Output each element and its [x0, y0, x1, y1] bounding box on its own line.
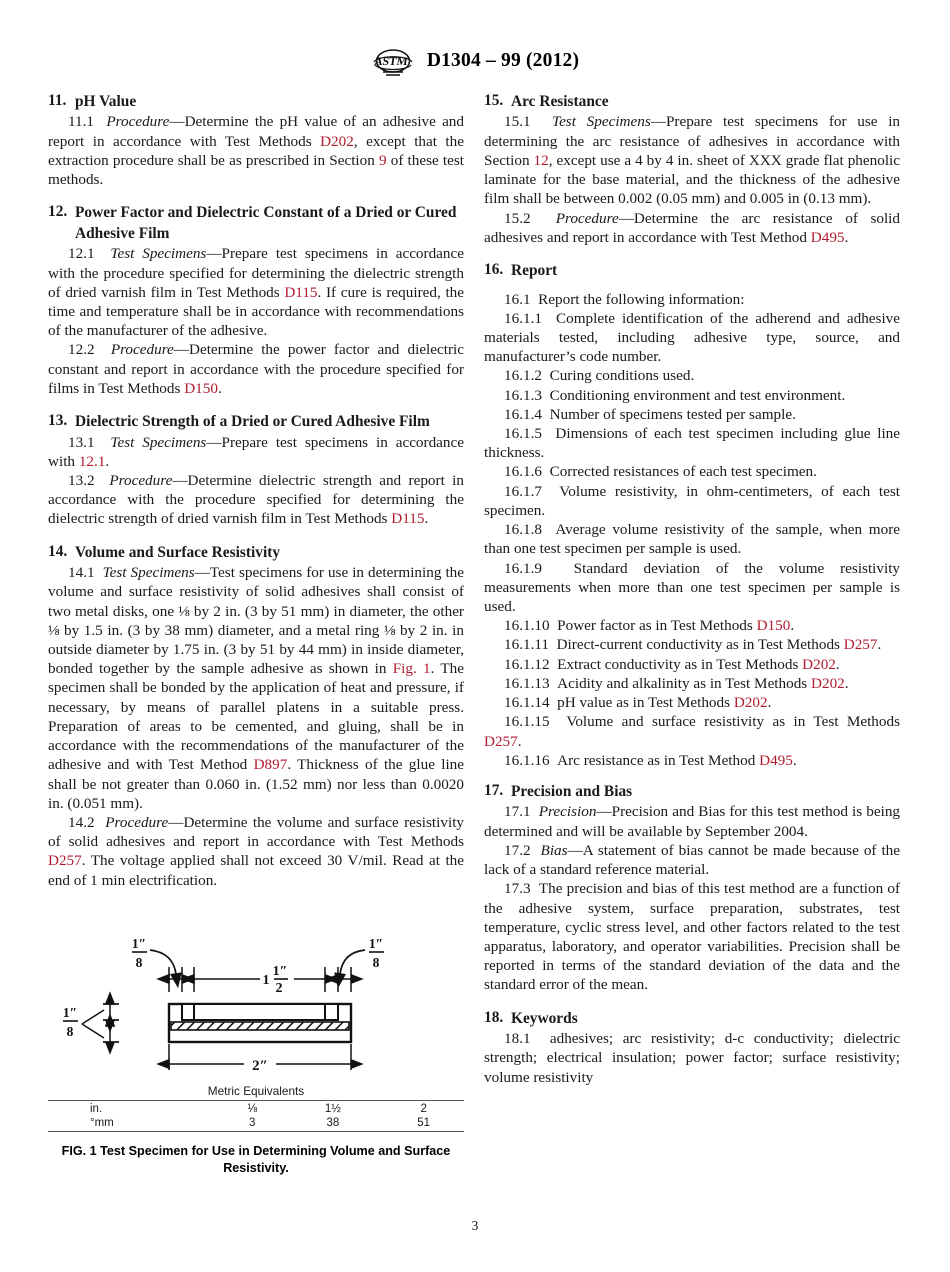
page-header [0, 46, 950, 76]
cell-in-1: ⅛ [247, 1103, 258, 1115]
para-number-12-1: 12.1 [68, 245, 95, 263]
report-item [484, 405, 900, 424]
report-item-number: 16.1.14 [504, 694, 550, 712]
report-item-text: Extract conductivity as in Test Methods [557, 655, 803, 673]
row-label-in: in. [90, 1103, 103, 1115]
para-lead-13-1: Test Specimens [110, 433, 207, 451]
report-item-number: 16.1.2 [504, 367, 542, 385]
cell-in-3: 2 [420, 1103, 427, 1115]
reference-link-d150[interactable]: D150 [184, 379, 218, 397]
standard-designation: D1304 – 99 (2012) [426, 50, 580, 71]
left-column [48, 92, 464, 890]
reference-link-d257[interactable]: D257 [843, 636, 878, 654]
section-title-15: Arc Resistance [511, 93, 609, 110]
section-number-17: 17. [484, 781, 504, 799]
svg-text:8: 8 [135, 955, 143, 970]
section-title-16: Report [511, 262, 558, 280]
report-item-text: Number of specimens tested per sample. [549, 405, 796, 423]
svg-text:1″: 1″ [272, 964, 288, 979]
section-title-18: Keywords [511, 1009, 578, 1027]
para-number-11-1: 11.1 [68, 113, 95, 131]
para-body-14-2-b: . The voltage applied shall not exceed 30 V/mil. Read at the end of 1 min electrification. [48, 852, 464, 889]
para-number-17-1: 17.1 [504, 803, 531, 821]
report-item-text: Acidity and alkalinity as in Test Methods [557, 674, 812, 692]
report-item-list [484, 290, 900, 770]
astm-logo-icon [371, 47, 415, 77]
paragraph-17-1 [484, 802, 900, 840]
report-item-number: 16.1.6 [504, 463, 542, 481]
para-lead-11-1: Procedure [106, 113, 170, 131]
section-number-16: 16. [484, 261, 504, 279]
para-body-13-2-b: . [424, 510, 429, 528]
figure-1-drawing [48, 930, 464, 1080]
report-item-number: 16.1.11 [504, 636, 549, 654]
report-item-tail: . [517, 732, 522, 750]
report-item-number: 16.1.16 [504, 751, 550, 769]
section-heading-12 [48, 203, 464, 244]
svg-text:8: 8 [372, 955, 380, 970]
report-item [484, 462, 900, 481]
para-body-18-1-a: adhesives; arc resistivity; d-c conductivity; dielectric strength; electrical insulation; power factor; surface resistivity; volume resistivity [484, 1030, 900, 1086]
report-item-text: Average volume resistivity of the sample, when more than one test specimen per sample is used. [484, 521, 901, 558]
reference-link-section-9[interactable]: 9 [378, 151, 387, 169]
para-number-17-3: 17.3 [504, 880, 531, 898]
cell-mm-3: 51 [383, 1116, 464, 1132]
report-item [484, 386, 900, 405]
para-body-12-2-a: —Determine the power factor and dielectric constant and report in accordance with the procedure specified for films in Test Methods [48, 341, 464, 397]
section-heading-18 [484, 1009, 900, 1029]
para-body-12-1-a: —Prepare test specimens in accordance with the procedure specified for determining the dielectric strength of dried varnish film in Test Methods [48, 245, 464, 301]
metric-table-caption: Metric Equivalents [207, 1084, 305, 1098]
report-item-text: Conditioning environment and test environment. [549, 386, 846, 404]
svg-text:2″: 2″ [252, 1058, 268, 1074]
para-body-13-1-a: —Prepare test specimens in accordance with [48, 433, 464, 470]
para-lead-12-1: Test Specimens [110, 245, 207, 263]
report-item-number: 16.1.1 [504, 309, 542, 327]
para-body-14-2-a: —Determine the volume and surface resistivity of solid adhesives and report in accordance with Test Methods [48, 813, 465, 851]
cell-mm-1: 3 [222, 1116, 282, 1132]
para-lead-13-2: Procedure [109, 472, 173, 489]
paragraph-17-2 [484, 841, 900, 879]
para-number-17-2: 17.2 [504, 841, 531, 859]
cell-in-2: 1½ [324, 1103, 341, 1115]
paragraph-13-2 [48, 471, 464, 529]
section-number-11: 11. [48, 92, 67, 109]
section-number-14: 14. [48, 542, 68, 560]
report-item-text: Corrected resistances of each test specimen. [549, 463, 817, 481]
para-number-15-2: 15.2 [504, 209, 531, 227]
report-item-tail: . [790, 617, 795, 635]
section-title-11: pH Value [75, 93, 137, 110]
report-item-text: Volume resistivity, in ohm-centimeters, of each test specimen. [484, 482, 900, 519]
section-title-12: Power Factor and Dielectric Constant of a Dried or Cured Adhesive Film [75, 204, 457, 242]
report-item-text: Power factor as in Test Methods [557, 617, 757, 635]
report-item [484, 674, 900, 693]
report-item-tail: . [792, 751, 797, 769]
paragraph-12-2 [48, 340, 464, 398]
report-item [484, 309, 900, 367]
figure-caption-line-2: Resistivity. [223, 1160, 289, 1175]
report-item-number: 16.1.8 [504, 521, 542, 539]
report-item-text: Arc resistance as in Test Method [557, 751, 760, 769]
svg-text:ASTM: ASTM [373, 56, 409, 68]
section-number-15: 15. [484, 92, 504, 109]
section-heading-11 [48, 92, 464, 112]
reference-link-d495[interactable]: D495 [759, 751, 793, 769]
report-item-tail: . [844, 674, 849, 692]
cell-mm-2: 38 [282, 1116, 383, 1132]
report-item [484, 751, 900, 770]
para-lead-17-2: Bias [540, 841, 568, 859]
table-row-inches [48, 1102, 464, 1116]
figure-1-caption [48, 1143, 464, 1176]
report-item-tail: . [767, 694, 772, 712]
report-item-number: 16.1.15 [504, 713, 550, 731]
paragraph-18-1 [484, 1029, 900, 1087]
page-number: 3 [471, 1218, 479, 1233]
reference-link-d202[interactable]: D202 [802, 655, 836, 673]
reference-link-d257[interactable]: D257 [484, 732, 518, 750]
svg-text:1: 1 [262, 973, 270, 988]
section-title-14: Volume and Surface Resistivity [75, 543, 281, 561]
right-column [484, 92, 900, 1087]
section-number-12: 12. [48, 203, 68, 221]
para-lead-14-2: Procedure [105, 813, 169, 831]
svg-text:1″: 1″ [131, 936, 147, 951]
paragraph-14-1 [48, 563, 464, 813]
report-item-number: 16.1.9 [504, 559, 542, 577]
report-item-text: Volume and surface resistivity as in Test Methods [566, 713, 901, 731]
para-body-13-1-b: . [105, 452, 110, 470]
section-number-18: 18. [484, 1008, 504, 1026]
reference-link-d115[interactable]: D115 [284, 283, 318, 301]
para-number-15-1: 15.1 [504, 113, 531, 131]
report-item-text: Curing conditions used. [549, 367, 695, 385]
section-heading-16 [484, 261, 900, 281]
para-lead-14-1: Test Specimens [102, 564, 195, 582]
section-heading-17 [484, 782, 900, 802]
para-number-13-1: 13.1 [68, 433, 95, 451]
reference-link-d495[interactable]: D495 [810, 228, 845, 246]
svg-text:1″: 1″ [62, 1005, 78, 1020]
report-item [484, 520, 900, 558]
paragraph-15-2 [484, 209, 900, 247]
para-lead-15-1: Test Specimens [552, 113, 651, 131]
para-body-14-1-c: . Thickness of the glue line shall be not greater than 0.060 in. (1.52 mm) nor less than 0.0020 in. (0.051 mm). [48, 756, 465, 812]
section-number-13: 13. [48, 412, 68, 430]
section-title-13: Dielectric Strength of a Dried or Cured Adhesive Film [75, 413, 430, 431]
report-item-text: Complete identification of the adherend and adhesive materials tested, including adhesive type, source, and manufacturer’s code number. [484, 309, 901, 366]
para-body-13-2-a: —Determine dielectric strength and report in accordance with the procedure specified for determining the dielectric strength of dried varnish film in Test Methods [48, 472, 464, 528]
report-item-text: pH value as in Test Methods [557, 694, 734, 712]
reference-link-section-12[interactable]: 12 [533, 151, 549, 169]
para-lead-12-2: Procedure [110, 341, 174, 359]
para-body-17-1-a: —Precision and Bias for this test method is being determined and will be available by September 2004. [484, 803, 901, 840]
report-item-tail: . [877, 636, 882, 654]
section-heading-14 [48, 543, 464, 563]
para-lead-15-2: Procedure [555, 209, 619, 227]
report-item [484, 712, 900, 750]
para-number-14-1: 14.1 [68, 564, 95, 582]
paragraph-15-1 [484, 112, 900, 208]
para-lead-17-1: Precision [538, 803, 597, 821]
para-number-18-1: 18.1 [504, 1030, 531, 1048]
reference-link-d257[interactable]: D257 [48, 852, 82, 870]
report-item-number: 16.1.5 [504, 425, 542, 443]
para-body-11-1-c: of these test methods. [48, 151, 464, 189]
para-number-12-2: 12.2 [68, 341, 95, 359]
section-heading-15 [484, 92, 900, 112]
report-item [484, 559, 900, 617]
paragraph-17-3 [484, 879, 900, 994]
paragraph-14-2 [48, 813, 464, 890]
para-body-14-1-a: —Test specimens for use in determining the volume and surface resistivity of solid adhesives shall consist of two metal disks, one ⅛ by 2 in. (3 by 51 mm) in diameter, the other ⅛ by 1.5 in. (3 by 38 mm) diameter, and a metal ring ⅛ by 2 in. in outside diameter by 1.75 in. (3 by 51 by 44 mm) in inside diameter, bonded together by the sample adhesive as shown in [48, 564, 464, 678]
para-body-17-3-a: The precision and bias of this test method are a function of the adhesive system, surface preparation, substrates, test temperature, cyclic stress level, and other factors related to the test apparatus, laboratory, and operator variabilities. Precision shall be reported in terms of the standard deviation of the data and the standard error of the mean. [484, 880, 901, 994]
report-item [484, 366, 900, 385]
row-label-mm: °mm [48, 1116, 222, 1132]
report-item-tail: . [835, 655, 840, 673]
report-item-number: 16.1.4 [504, 405, 542, 423]
figure-1 [48, 930, 464, 1176]
svg-text:1″: 1″ [368, 936, 384, 951]
reference-link-d202[interactable]: D202 [733, 694, 768, 712]
reference-link-12-1[interactable]: 12.1 [78, 452, 106, 470]
report-item [484, 655, 900, 674]
reference-link-d202[interactable]: D202 [320, 132, 354, 150]
paragraph-11-1 [48, 112, 464, 189]
report-item-number: 16.1.7 [504, 482, 542, 500]
reference-link-d897[interactable]: D897 [253, 756, 288, 774]
figure-caption-line-1: FIG. 1 Test Specimen for Use in Determining Volume and Surface [61, 1144, 451, 1158]
reference-link-fig-1[interactable]: Fig. 1 [392, 660, 431, 678]
para-body-15-1-b: , except use a 4 by 4 in. sheet of XXX grade flat phenolic laminate for the base material, and the thickness of the adhesive film shall be between 0.002 (0.05 mm) and 0.005 in (0.13 mm). [484, 151, 900, 208]
para-body-15-2-a: —Determine the arc resistance of solid adhesives and report in accordance with Test Method [484, 209, 900, 246]
paragraph-13-1 [48, 433, 464, 471]
metric-equivalents-table [48, 1084, 464, 1132]
report-item [484, 424, 900, 462]
report-item-text: Dimensions of each test specimen including glue line thickness. [484, 425, 901, 462]
para-number-13-2: 13.2 [68, 472, 95, 489]
reference-link-d202[interactable]: D202 [811, 674, 845, 692]
report-item-text: Report the following information: [538, 290, 745, 308]
section-title-17: Precision and Bias [511, 782, 633, 800]
reference-link-d115-b[interactable]: D115 [391, 510, 425, 528]
svg-text:8: 8 [66, 1024, 74, 1039]
para-number-14-2: 14.2 [68, 813, 95, 831]
report-item-number: 16.1.13 [504, 674, 550, 692]
report-item [484, 482, 900, 520]
report-item-number: 16.1.12 [504, 655, 550, 673]
report-item-number: 16.1 [504, 290, 531, 308]
para-body-12-1-b: . If cure is required, the time and temperature shall be in accordance with recommendations of the manufacturer of the adhesive. [48, 283, 464, 340]
table-row-mm [48, 1116, 464, 1132]
para-body-15-1-a: —Prepare test specimens for use in determining the arc resistance of adhesives in accordance with Section [484, 113, 901, 169]
paragraph-12-1 [48, 244, 464, 340]
report-item [484, 290, 900, 309]
section-heading-13 [48, 412, 464, 432]
report-item-number: 16.1.10 [504, 617, 550, 635]
para-body-11-1-a: —Determine the pH value of an adhesive and report in accordance with Test Methods [48, 113, 464, 150]
report-item-text: Standard deviation of the volume resistivity measurements when more than one test specimen per sample is used. [484, 559, 901, 615]
svg-text:2: 2 [275, 981, 283, 996]
report-item-text: Direct-current conductivity as in Test Methods [556, 636, 844, 654]
para-body-11-1-b: , except that the extraction procedure shall be as prescribed in Section [48, 132, 464, 169]
para-body-17-2-a: —A statement of bias cannot be made because of the lack of a standard reference material. [484, 841, 901, 879]
para-body-15-2-b: . [844, 228, 849, 246]
para-body-12-2-b: . [217, 379, 222, 397]
para-body-14-1-b: . The specimen shall be bonded by the application of heat and pressure, if necessary, by means of parallel platens in a suitable press. Preparation of areas to be cemented, and gluing, shall be in accordance with the recommendations of the manufacturer of the adhesive and with Test Method [48, 660, 464, 774]
report-item [484, 635, 900, 654]
report-item [484, 616, 900, 635]
reference-link-d150[interactable]: D150 [756, 617, 791, 635]
report-item [484, 693, 900, 712]
report-item-number: 16.1.3 [504, 386, 542, 404]
